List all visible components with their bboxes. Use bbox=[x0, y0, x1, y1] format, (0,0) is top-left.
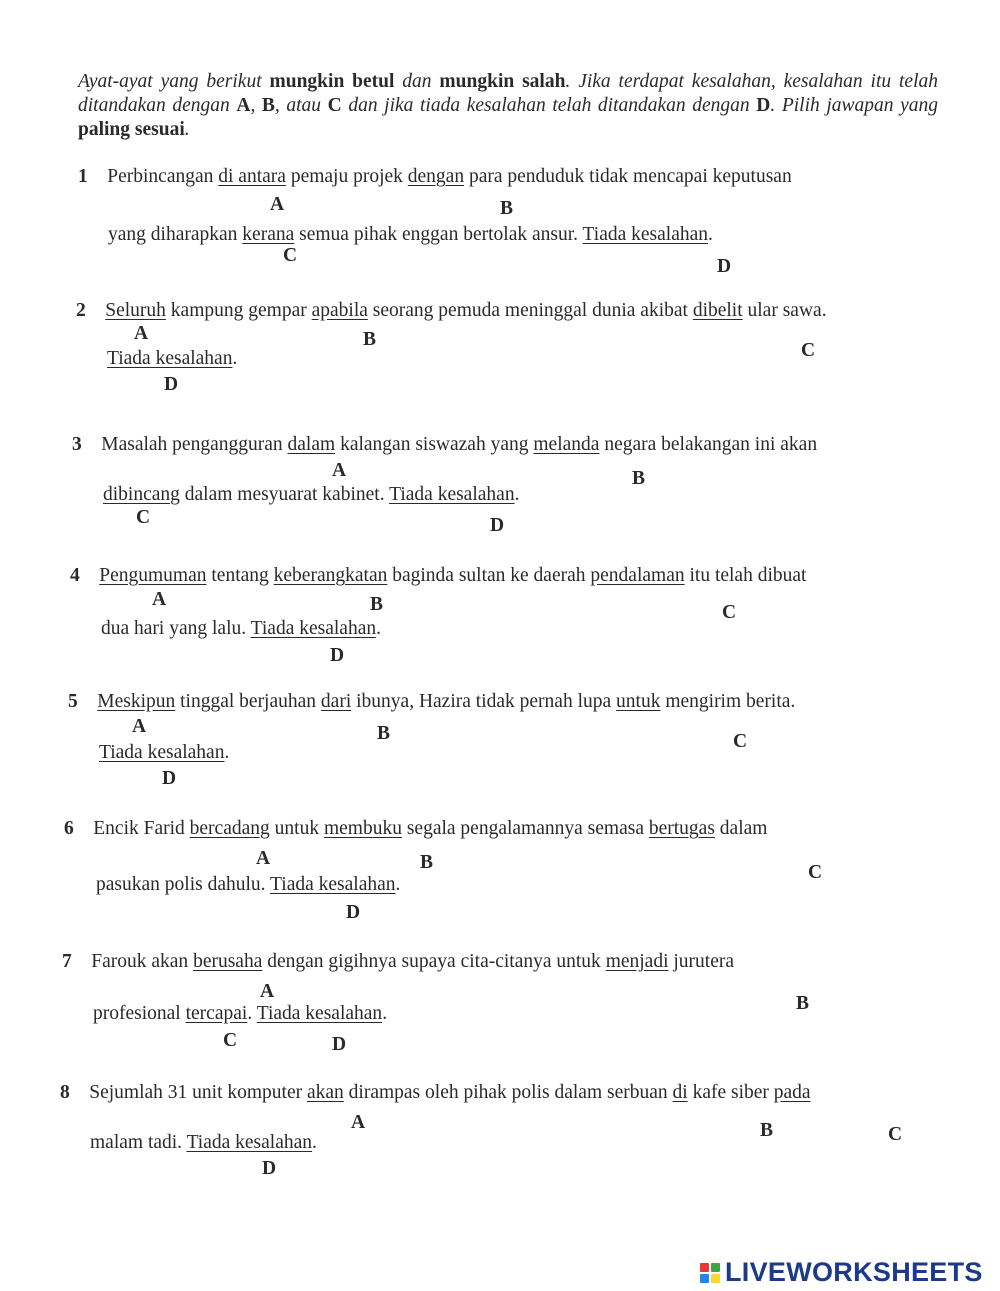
text-segment: Masalah pengangguran bbox=[101, 434, 288, 455]
option-c-underline[interactable]: dibelit bbox=[692, 300, 743, 321]
instr-text-3: . Jika terdapat kesalahan, kesalahan itu telah ditandakan dengan bbox=[78, 71, 938, 116]
label-a: A bbox=[270, 194, 285, 215]
text-segment: tentang bbox=[206, 565, 274, 586]
text-segment: . bbox=[376, 618, 381, 639]
instr-bold-2: mungkin salah bbox=[439, 71, 566, 92]
instr-bold-1: mungkin betul bbox=[269, 71, 395, 92]
question-line-1 bbox=[72, 434, 817, 456]
option-b-underline[interactable]: apabila bbox=[311, 300, 368, 321]
question-line-1 bbox=[68, 691, 795, 713]
label-b: B bbox=[420, 852, 434, 873]
label-b: B bbox=[500, 198, 514, 219]
label-b: B bbox=[632, 468, 646, 489]
question-line-1 bbox=[60, 1082, 811, 1104]
instr-text-4: , bbox=[250, 95, 262, 116]
label-c: C bbox=[722, 602, 737, 623]
option-b-underline[interactable]: melanda bbox=[533, 434, 600, 455]
question-line-1 bbox=[64, 818, 767, 840]
text-segment: kalangan siswazah yang bbox=[335, 434, 534, 455]
option-c-underline[interactable]: dibincang bbox=[103, 484, 180, 505]
text-segment: ular sawa. bbox=[742, 300, 827, 321]
question-line-2 bbox=[90, 1132, 317, 1154]
option-d-underline[interactable]: Tiada kesalahan bbox=[270, 874, 396, 895]
instr-text-2: dan bbox=[394, 71, 440, 92]
label-a: A bbox=[134, 323, 149, 344]
option-a-underline[interactable]: Seluruh bbox=[105, 300, 166, 321]
text-segment: dengan gigihnya supaya cita-citanya untuk bbox=[262, 951, 606, 972]
question-number: 3 bbox=[72, 434, 82, 455]
question-number: 4 bbox=[70, 565, 80, 586]
text-segment: profesional bbox=[93, 1003, 186, 1024]
text-segment: baginda sultan ke daerah bbox=[387, 565, 591, 586]
label-c: C bbox=[808, 862, 823, 883]
instructions-paragraph bbox=[78, 70, 938, 142]
instr-bold-5: C bbox=[327, 95, 342, 116]
text-segment: Perbincangan bbox=[107, 166, 219, 187]
label-a: A bbox=[152, 589, 167, 610]
instr-text-5: , atau bbox=[274, 95, 328, 116]
option-c-underline[interactable]: pendalaman bbox=[590, 565, 685, 586]
question-line-1 bbox=[76, 300, 827, 322]
liveworksheets-logo bbox=[700, 1257, 983, 1288]
text-segment: seorang pemuda meninggal dunia akibat bbox=[367, 300, 693, 321]
option-c-underline[interactable]: tercapai bbox=[185, 1003, 248, 1024]
text-segment: pasukan polis dahulu. bbox=[96, 874, 271, 895]
text-segment: itu telah dibuat bbox=[684, 565, 807, 586]
question-number: 6 bbox=[64, 818, 74, 839]
option-a-underline[interactable]: berusaha bbox=[193, 951, 263, 972]
text-segment: . bbox=[247, 1003, 257, 1024]
instr-bold-3: A bbox=[236, 95, 251, 116]
option-a-underline[interactable]: di antara bbox=[218, 166, 286, 187]
label-d: D bbox=[346, 902, 361, 923]
question-line-1 bbox=[70, 565, 806, 587]
text-segment: para penduduk tidak mencapai keputusan bbox=[464, 166, 792, 187]
instr-text-7: . Pilih jawapan yang bbox=[770, 95, 939, 116]
text-segment: mengirim berita. bbox=[660, 691, 796, 712]
label-d: D bbox=[162, 768, 177, 789]
option-c-underline[interactable]: untuk bbox=[616, 691, 661, 712]
question-line-1 bbox=[78, 166, 792, 188]
label-d: D bbox=[164, 374, 179, 395]
question-line-2 bbox=[93, 1003, 387, 1025]
text-segment: dalam mesyuarat kabinet. bbox=[179, 484, 390, 505]
text-segment: . bbox=[514, 484, 520, 505]
label-b: B bbox=[363, 329, 377, 350]
option-b-underline[interactable]: dengan bbox=[407, 166, 465, 187]
option-d-underline[interactable]: Tiada kesalahan bbox=[186, 1132, 313, 1153]
option-b-underline[interactable]: menjadi bbox=[605, 951, 669, 972]
label-b: B bbox=[760, 1120, 774, 1141]
text-segment: yang diharapkan bbox=[108, 224, 243, 245]
option-d-underline[interactable]: Tiada kesalahan bbox=[250, 618, 377, 639]
instr-text-8: . bbox=[184, 119, 190, 140]
logo-square-1 bbox=[700, 1263, 709, 1272]
logo-grid-icon bbox=[700, 1263, 720, 1283]
text-segment: Farouk akan bbox=[91, 951, 194, 972]
option-a-underline[interactable]: Pengumuman bbox=[99, 565, 207, 586]
question-line-1 bbox=[62, 951, 734, 973]
label-d: D bbox=[717, 256, 732, 277]
option-b-underline[interactable]: membuku bbox=[323, 818, 402, 839]
label-a: A bbox=[351, 1112, 366, 1133]
brand-text: LIVEWORKSHEETS bbox=[725, 1257, 983, 1287]
option-b-underline[interactable]: di bbox=[672, 1082, 688, 1103]
label-a: A bbox=[132, 716, 147, 737]
label-c: C bbox=[136, 507, 151, 528]
instr-text-6: dan jika tiada kesalahan telah ditandakan dengan bbox=[341, 95, 757, 116]
label-a: A bbox=[332, 460, 347, 481]
logo-square-3 bbox=[700, 1274, 709, 1283]
label-a: A bbox=[260, 981, 275, 1002]
label-b: B bbox=[370, 594, 384, 615]
text-segment: ibunya, Hazira tidak pernah lupa bbox=[351, 691, 617, 712]
question-line-2 bbox=[108, 224, 713, 246]
text-segment: negara belakangan ini akan bbox=[599, 434, 818, 455]
instr-bold-7: paling sesuai bbox=[78, 119, 185, 140]
question-line-2 bbox=[107, 348, 237, 370]
label-c: C bbox=[888, 1124, 903, 1145]
text-segment: pemaju projek bbox=[285, 166, 408, 187]
text-segment: . bbox=[232, 348, 238, 369]
label-d: D bbox=[490, 515, 505, 536]
text-segment: dua hari yang lalu. bbox=[101, 618, 251, 639]
option-b-underline[interactable]: dari bbox=[320, 691, 352, 712]
text-segment: . bbox=[312, 1132, 317, 1153]
option-d-underline[interactable]: Tiada kesalahan bbox=[582, 224, 709, 245]
question-number: 2 bbox=[76, 300, 86, 321]
label-c: C bbox=[283, 245, 298, 266]
option-b-underline[interactable]: keberangkatan bbox=[273, 565, 388, 586]
instr-bold-4: B bbox=[261, 95, 275, 116]
question-line-2 bbox=[103, 484, 519, 506]
text-segment: Encik Farid bbox=[93, 818, 190, 839]
label-c: C bbox=[801, 340, 816, 361]
logo-square-4 bbox=[711, 1274, 720, 1283]
text-segment: malam tadi. bbox=[90, 1132, 187, 1153]
option-c-underline[interactable]: bertugas bbox=[648, 818, 715, 839]
question-line-2 bbox=[96, 874, 400, 896]
text-segment: . bbox=[382, 1003, 388, 1024]
option-a-underline[interactable]: dalam bbox=[287, 434, 336, 455]
text-segment: . bbox=[395, 874, 401, 895]
instr-bold-6: D bbox=[756, 95, 771, 116]
text-segment: . bbox=[708, 224, 713, 245]
question-number: 1 bbox=[78, 166, 88, 187]
option-c-underline[interactable]: kerana bbox=[242, 224, 295, 245]
question-number: 8 bbox=[60, 1082, 70, 1103]
logo-square-2 bbox=[711, 1263, 720, 1272]
label-d: D bbox=[262, 1158, 277, 1179]
text-segment: untuk bbox=[269, 818, 324, 839]
text-segment: kafe siber bbox=[687, 1082, 774, 1103]
option-a-underline[interactable]: Meskipun bbox=[97, 691, 176, 712]
text-segment: tinggal berjauhan bbox=[175, 691, 321, 712]
text-segment: semua pihak enggan bertolak ansur. bbox=[294, 224, 583, 245]
option-a-underline[interactable]: akan bbox=[306, 1082, 344, 1103]
option-a-underline[interactable]: bercadang bbox=[189, 818, 270, 839]
text-segment: Sejumlah 31 unit komputer bbox=[89, 1082, 307, 1103]
question-line-2 bbox=[101, 618, 381, 640]
question-line-2 bbox=[99, 742, 229, 764]
text-segment: dalam bbox=[714, 818, 768, 839]
text-segment: dirampas oleh pihak polis dalam serbuan bbox=[343, 1082, 673, 1103]
text-segment: segala pengalamannya semasa bbox=[401, 818, 649, 839]
question-number: 5 bbox=[68, 691, 78, 712]
text-segment: jurutera bbox=[668, 951, 735, 972]
option-d-underline[interactable]: Tiada kesalahan bbox=[389, 484, 515, 505]
text-segment: . bbox=[224, 742, 230, 763]
label-d: D bbox=[330, 645, 345, 666]
label-c: C bbox=[223, 1030, 238, 1051]
label-b: B bbox=[377, 723, 391, 744]
label-d: D bbox=[332, 1034, 347, 1055]
label-a: A bbox=[256, 848, 271, 869]
option-d-underline[interactable]: Tiada kesalahan bbox=[107, 348, 233, 369]
option-d-underline[interactable]: Tiada kesalahan bbox=[256, 1003, 383, 1024]
instr-text-1: Ayat-ayat yang berikut bbox=[78, 71, 270, 92]
label-b: B bbox=[796, 993, 810, 1014]
label-c: C bbox=[733, 731, 748, 752]
option-d-underline[interactable]: Tiada kesalahan bbox=[99, 742, 225, 763]
option-c-underline[interactable]: pada bbox=[773, 1082, 811, 1103]
question-number: 7 bbox=[62, 951, 72, 972]
text-segment: kampung gempar bbox=[165, 300, 312, 321]
